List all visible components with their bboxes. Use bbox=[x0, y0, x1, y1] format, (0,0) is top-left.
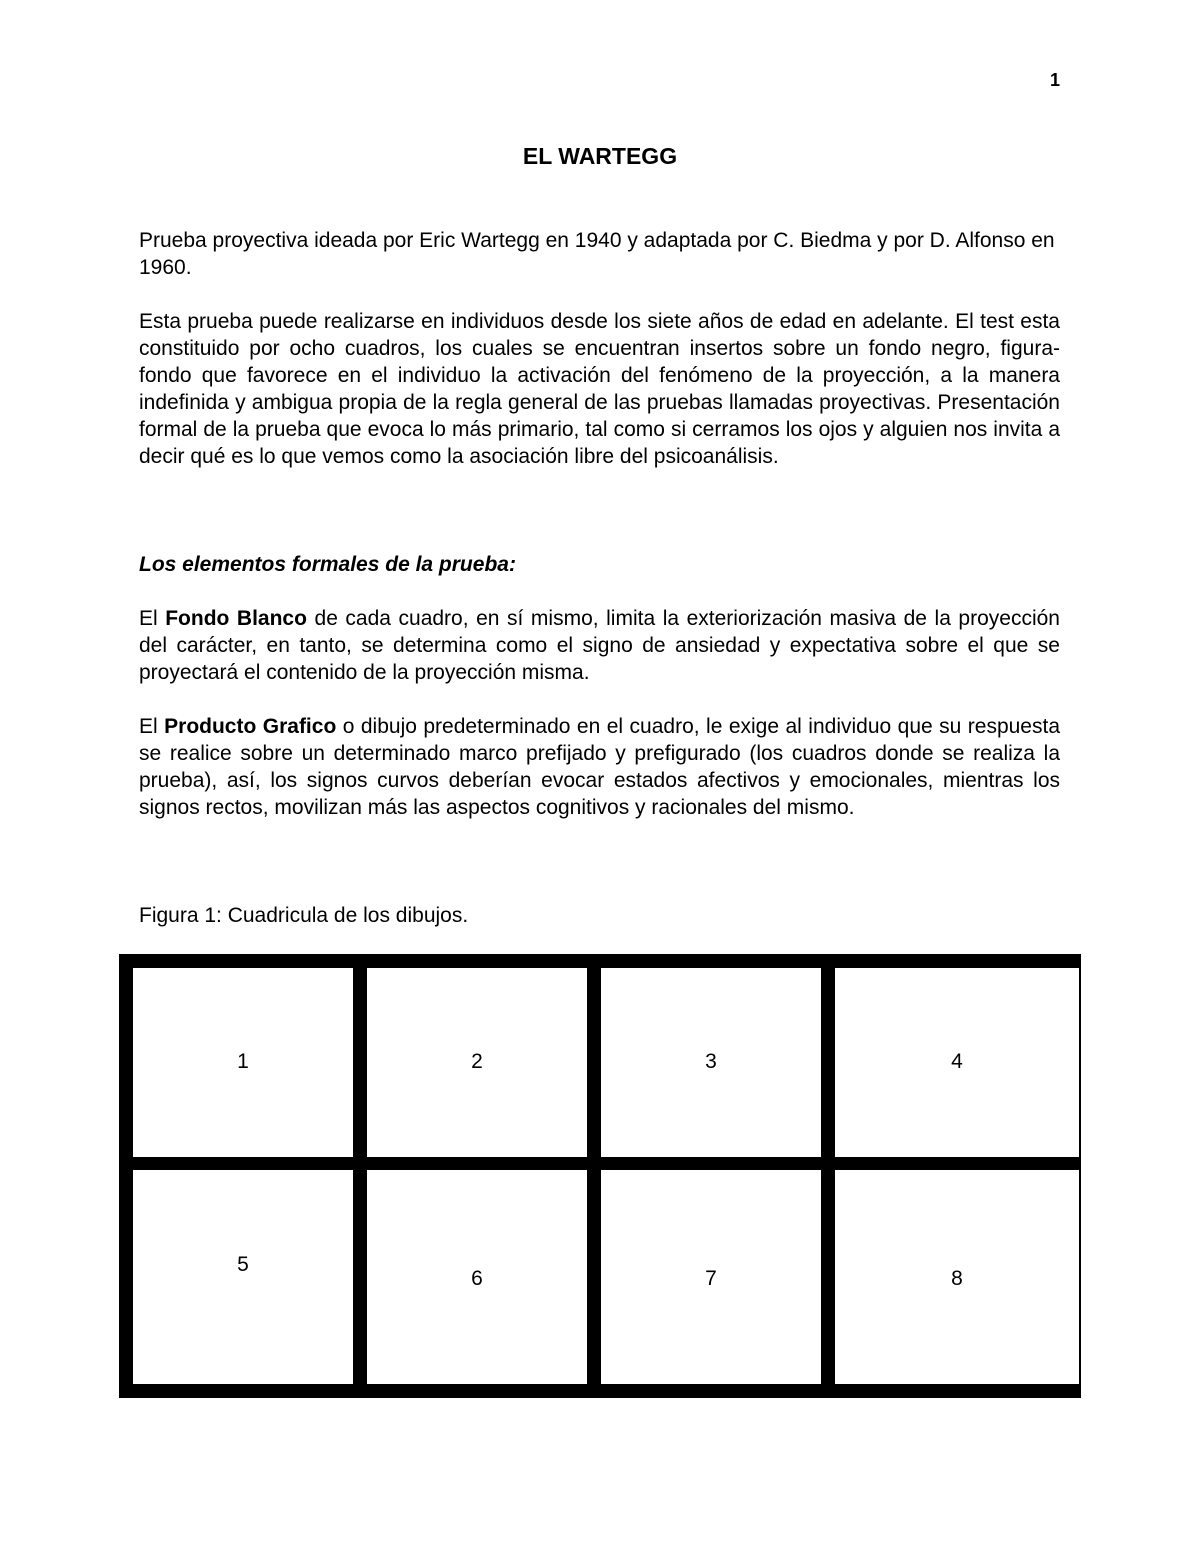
producto-grafico-paragraph bbox=[139, 713, 1060, 821]
intro-paragraph: Prueba proyectiva ideada por Eric Wartegg en 1940 y adaptada por C. Biedma y por D. Alfonso en 1960. bbox=[139, 229, 1055, 279]
grid-cell-2 bbox=[367, 968, 587, 1157]
grid-cell-4 bbox=[835, 968, 1079, 1157]
grid-cell-7 bbox=[601, 1170, 821, 1384]
cell-number: 8 bbox=[951, 1267, 963, 1290]
grid-cell-6 bbox=[367, 1170, 587, 1384]
grid-cell-1 bbox=[133, 968, 353, 1157]
page-number: 1 bbox=[1049, 70, 1060, 90]
section-heading: Los elementos formales de la prueba: bbox=[139, 553, 516, 576]
cell-number: 1 bbox=[237, 1050, 249, 1073]
term-fondo-blanco: Fondo Blanco bbox=[165, 607, 307, 630]
cell-number: 7 bbox=[705, 1267, 717, 1290]
grid-cell-8 bbox=[835, 1170, 1079, 1384]
cell-number: 5 bbox=[237, 1253, 249, 1276]
cell-number: 6 bbox=[471, 1267, 483, 1290]
paragraph-lead: El bbox=[139, 607, 166, 630]
cell-number: 3 bbox=[705, 1050, 717, 1073]
document-title: EL WARTEGG bbox=[522, 143, 678, 169]
cell-number: 4 bbox=[951, 1050, 963, 1073]
grid-cell-5 bbox=[133, 1170, 353, 1384]
cell-number: 2 bbox=[471, 1050, 483, 1073]
fondo-blanco-paragraph bbox=[139, 605, 1060, 686]
figure-caption: Figura 1: Cuadricula de los dibujos. bbox=[139, 904, 469, 927]
paragraph-body: de cada cuadro, en sí mismo, limita la exteriorización masiva de la proyección del carácter, en tanto, se determina como el signo de ansiedad y expectativa sobre el que se proyectará el contenido de la proyección misma. bbox=[139, 607, 1060, 684]
paragraph-lead: El bbox=[139, 715, 165, 738]
paragraph-body: o dibujo predeterminado en el cuadro, le exige al individuo que su respuesta se realice sobre un determinado marco prefijado y prefigurado (los cuadros donde se realiza la prueba), así, los signos curvos deberían evocar estados afectivos y emocionales, mientras los signos rectos, movilizan más las aspectos cognitivos y racionales del mismo. bbox=[139, 715, 1060, 819]
wartegg-grid bbox=[119, 954, 1081, 1398]
grid-cell-3 bbox=[601, 968, 821, 1157]
description-paragraph: Esta prueba puede realizarse en individuos desde los siete años de edad en adelante. El test esta constituido por ocho cuadros, los cuales se encuentran insertos sobre un fondo negro, figura-fondo que favorece en el individuo la activación del fenómeno de la proyección, a la manera indefinida y ambigua propia de la regla general de las pruebas llamadas proyectivas. Presentación formal de la prueba que evoca lo más primario, tal como si cerramos los ojos y alguien nos invita a decir qué es lo que vemos como la asociación libre del psicoanálisis. bbox=[139, 310, 1060, 468]
term-producto-grafico: Producto Grafico bbox=[164, 715, 337, 738]
